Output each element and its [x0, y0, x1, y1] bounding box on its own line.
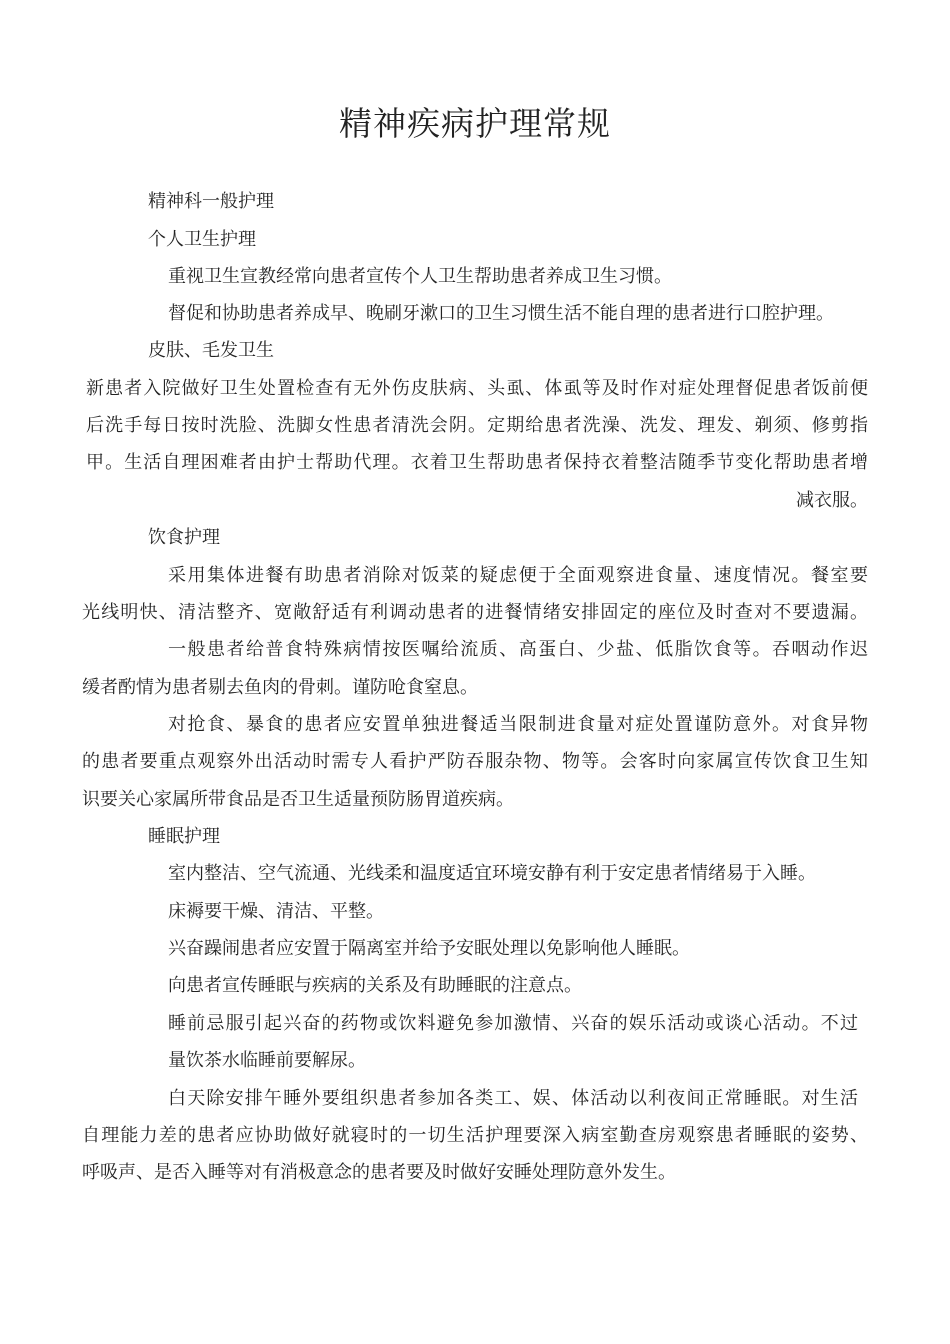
paragraph-line: 甲。生活自理困难者由护士帮助代理。衣着卫生帮助患者保持衣着整洁随季节变化帮助患者增: [86, 452, 868, 473]
paragraph-line: 白天除安排午睡外要组织患者参加各类工、娱、体活动以利夜间正常睡眠。对生活: [168, 1088, 858, 1109]
subsection-heading: 个人卫生护理: [148, 229, 256, 250]
paragraph-line: 床褥要干燥、清洁、平整。: [168, 901, 384, 922]
paragraph-line: 一般患者给普食特殊病情按医嘱给流质、高蛋白、少盐、低脂饮食等。吞咽动作迟: [168, 639, 868, 660]
subsection-heading: 饮食护理: [148, 527, 220, 548]
document-title: 精神疾病护理常规: [339, 104, 611, 143]
paragraph-line: 识要关心家属所带食品是否卫生适量预防肠胃道疾病。: [82, 789, 514, 810]
paragraph-line: 新患者入院做好卫生处置检查有无外伤皮肤病、头虱、体虱等及时作对症处理督促患者饭前便: [86, 378, 868, 399]
paragraph-line: 重视卫生宣教经常向患者宣传个人卫生帮助患者养成卫生习惯。: [168, 266, 672, 287]
section-heading: 精神科一般护理: [148, 191, 274, 212]
subsection-heading: 皮肤、毛发卫生: [148, 340, 274, 361]
paragraph-line: 缓者酌情为患者剔去鱼肉的骨刺。谨防呛食窒息。: [82, 677, 478, 698]
paragraph-line: 后洗手每日按时洗脸、洗脚女性患者清洗会阴。定期给患者洗澡、洗发、理发、剃须、修剪指: [86, 415, 868, 436]
paragraph-line: 督促和协助患者养成早、晚刷牙漱口的卫生习惯生活不能自理的患者进行口腔护理。: [168, 303, 834, 324]
subsection-heading: 睡眠护理: [148, 826, 220, 847]
paragraph-line: 兴奋躁闹患者应安置于隔离室并给予安眠处理以免影响他人睡眠。: [168, 938, 690, 959]
paragraph-line: 向患者宣传睡眠与疾病的关系及有助睡眠的注意点。: [168, 975, 582, 996]
paragraph-line: 的患者要重点观察外出活动时需专人看护严防吞服杂物、物等。会客时向家属宣传饮食卫生知: [82, 751, 868, 772]
paragraph-line: 睡前忌服引起兴奋的药物或饮料避免参加激情、兴奋的娱乐活动或谈心活动。不过: [168, 1013, 858, 1034]
paragraph-line: 减衣服。: [796, 490, 868, 511]
paragraph-line: 对抢食、暴食的患者应安置单独进餐适当限制进食量对症处置谨防意外。对食异物: [168, 714, 868, 735]
paragraph-line: 量饮茶水临睡前要解尿。: [168, 1050, 366, 1071]
paragraph-line: 呼吸声、是否入睡等对有消极意念的患者要及时做好安睡处理防意外发生。: [82, 1162, 676, 1183]
paragraph-line: 室内整洁、空气流通、光线柔和温度适宜环境安静有利于安定患者情绪易于入睡。: [168, 863, 816, 884]
paragraph-line: 光线明快、清洁整齐、宽敞舒适有利调动患者的进餐情绪安排固定的座位及时查对不要遗漏。: [82, 602, 868, 623]
paragraph-line: 自理能力差的患者应协助做好就寝时的一切生活护理要深入病室勤查房观察患者睡眠的姿势、: [82, 1125, 868, 1146]
paragraph-line: 采用集体进餐有助患者消除对饭菜的疑虑便于全面观察进食量、速度情况。餐室要: [168, 565, 868, 586]
